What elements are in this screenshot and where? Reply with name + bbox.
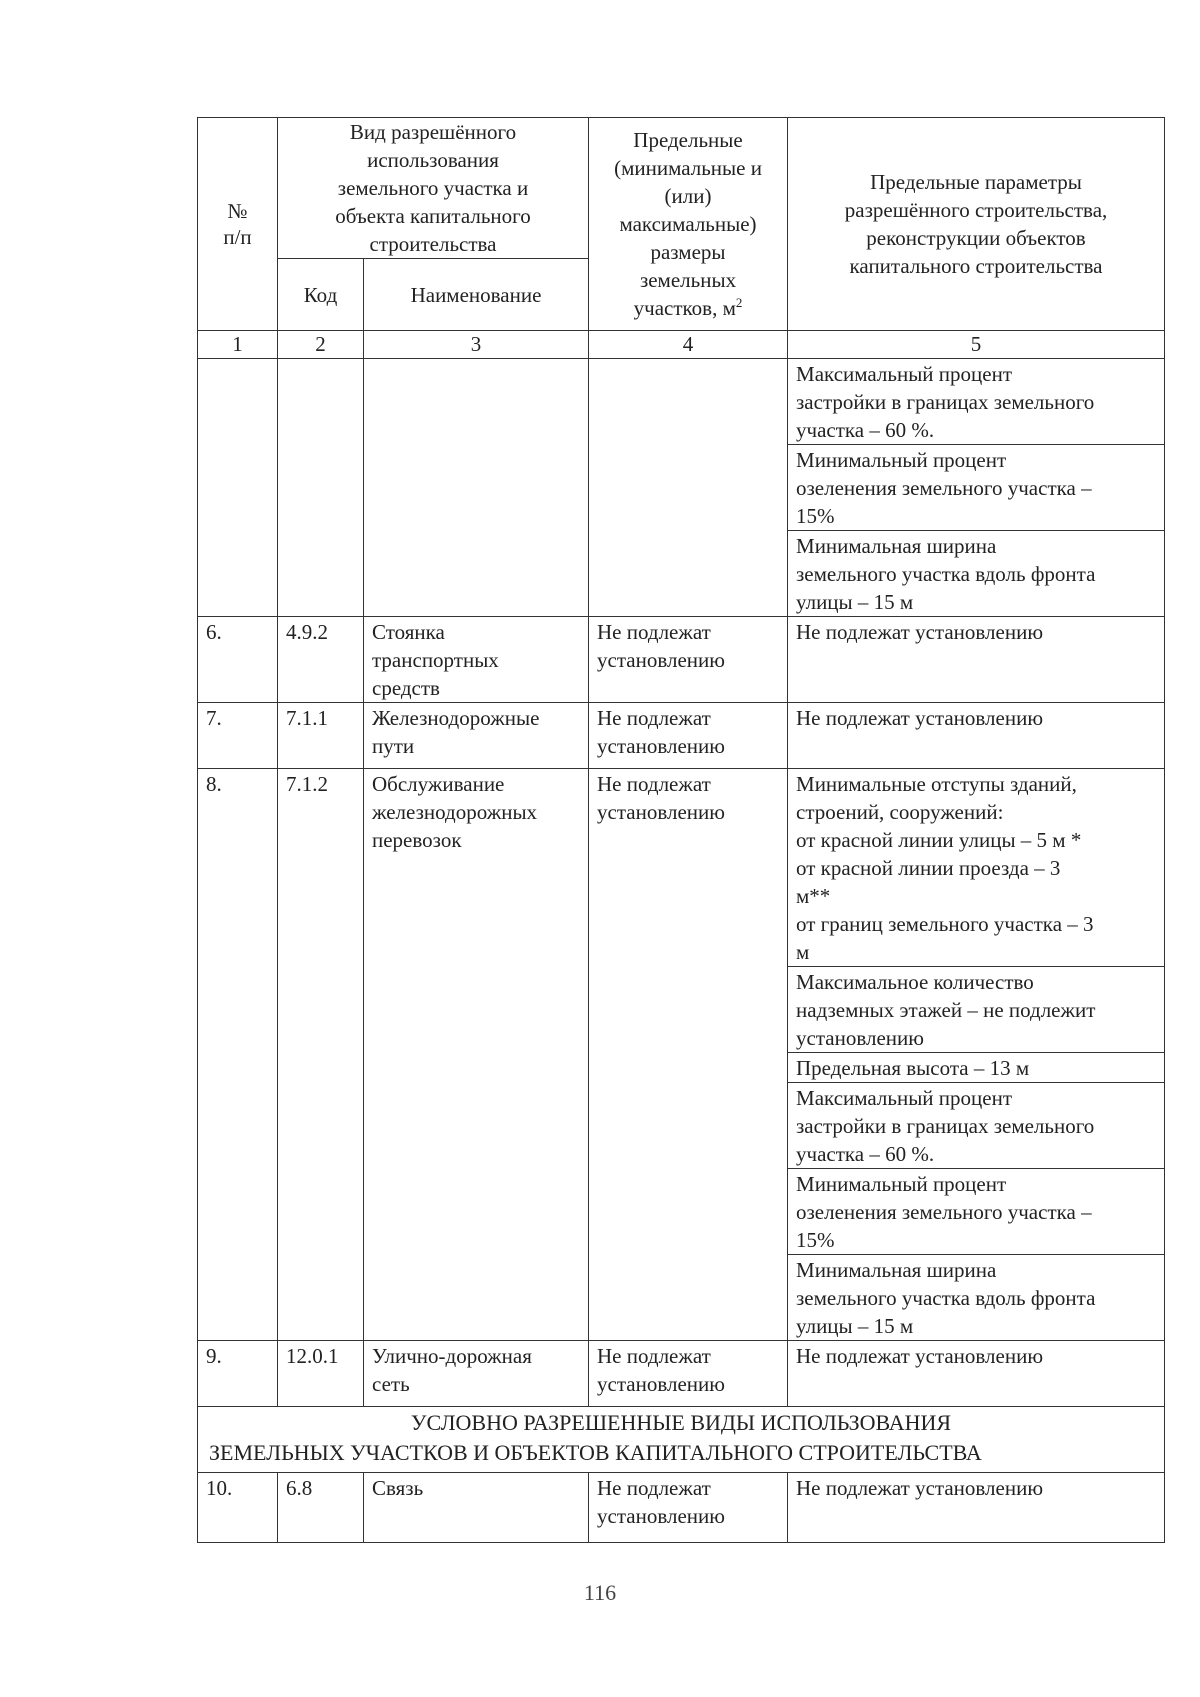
cell-name: Железнодорожные пути — [364, 703, 589, 769]
table-row — [198, 1341, 1165, 1407]
header-params: Предельные параметры разрешённого строительства, реконструкции объектов капитального строительства — [788, 118, 1165, 331]
param-block — [788, 769, 1164, 967]
cell-params — [788, 359, 1165, 617]
col-number: 3 — [364, 331, 589, 359]
section-header-line2: ЗЕМЕЛЬНЫХ УЧАСТКОВ И ОБЪЕКТОВ КАПИТАЛЬНОГО СТРОИТЕЛЬСТВА — [209, 1440, 982, 1465]
cell-num: 10. — [198, 1473, 278, 1543]
param-text: Минимальные отступы зданий, строений, сооружений: от красной линии улицы – 5 м * от красной линии проезда – 3 м** от границ земельного участка – 3 м — [796, 772, 1094, 964]
table-row — [198, 1473, 1165, 1543]
cell-empty — [589, 359, 788, 617]
header-sizes — [589, 118, 788, 331]
param-block — [788, 1255, 1164, 1340]
cell-size: Не подлежат установлению — [589, 1473, 788, 1543]
header-vid-group: Вид разрешённого использования земельного участка и объекта капитального строительства — [278, 118, 589, 259]
param-text: Минимальный процент озеленения земельного участка – 15% — [796, 1172, 1092, 1252]
section-header — [198, 1407, 1165, 1473]
cell-num: 7. — [198, 703, 278, 769]
cell-name: Обслуживание железнодорожных перевозок — [364, 769, 589, 1341]
section-header-row — [198, 1407, 1165, 1473]
cell-params: Не подлежат установлению — [788, 617, 1165, 703]
cell-params: Не подлежат установлению — [788, 703, 1165, 769]
col-number: 2 — [278, 331, 364, 359]
cell-code: 7.1.1 — [278, 703, 364, 769]
cell-code: 6.8 — [278, 1473, 364, 1543]
col-number: 4 — [589, 331, 788, 359]
cell-code: 7.1.2 — [278, 769, 364, 1341]
cell-name: Связь — [364, 1473, 589, 1543]
cell-empty — [198, 359, 278, 617]
param-block — [788, 967, 1164, 1053]
header-num: № п/п — [198, 118, 278, 331]
param-text: Минимальная ширина земельного участка вдоль фронта улицы – 15 м — [796, 1258, 1096, 1338]
table-row — [198, 769, 1165, 1341]
header-sizes-sup: 2 — [735, 295, 743, 310]
cell-params: Не подлежат установлению — [788, 1341, 1165, 1407]
header-kod: Код — [278, 259, 364, 331]
section-header-line1: УСЛОВНО РАЗРЕШЕННЫЕ ВИДЫ ИСПОЛЬЗОВАНИЯ — [410, 1410, 952, 1435]
col-number: 1 — [198, 331, 278, 359]
column-numbers-row — [198, 331, 1165, 359]
param-text: Минимальный процент озеленения земельного участка – 15% — [796, 448, 1092, 528]
col-number: 5 — [788, 331, 1165, 359]
param-block — [788, 531, 1164, 616]
cell-size: Не подлежат установлению — [589, 769, 788, 1341]
cell-empty — [364, 359, 589, 617]
cell-size: Не подлежат установлению — [589, 1341, 788, 1407]
table-row — [198, 703, 1165, 769]
cell-num: 8. — [198, 769, 278, 1341]
cell-empty — [278, 359, 364, 617]
cell-num: 6. — [198, 617, 278, 703]
cell-code: 4.9.2 — [278, 617, 364, 703]
param-text: Максимальный процент застройки в границах земельного участка – 60 %. — [796, 1086, 1095, 1166]
header-sizes-text: Предельные (минимальные и (или) максимальные) размеры земельных участков, м — [614, 128, 762, 320]
param-text: Максимальный процент застройки в границах земельного участка – 60 %. — [796, 362, 1095, 442]
cell-name: Стоянка транспортных средств — [364, 617, 589, 703]
cell-size: Не подлежат установлению — [589, 617, 788, 703]
param-text: Максимальное количество надземных этажей – не подлежит установлению — [796, 970, 1096, 1050]
param-block — [788, 359, 1164, 445]
param-block — [788, 1169, 1164, 1255]
param-block — [788, 1083, 1164, 1169]
param-text: Предельная высота – 13 м — [796, 1056, 1030, 1080]
cell-num: 9. — [198, 1341, 278, 1407]
cell-code: 12.0.1 — [278, 1341, 364, 1407]
param-block — [788, 1053, 1164, 1083]
param-text: Минимальная ширина земельного участка вдоль фронта улицы – 15 м — [796, 534, 1096, 614]
cell-params — [788, 769, 1165, 1341]
header-naim: Наименование — [364, 259, 589, 331]
table-row-continuation — [198, 359, 1165, 617]
page-number: 116 — [583, 1580, 617, 1605]
table-row — [198, 617, 1165, 703]
cell-name: Улично-дорожная сеть — [364, 1341, 589, 1407]
cell-size: Не подлежат установлению — [589, 703, 788, 769]
param-block — [788, 445, 1164, 531]
cell-params: Не подлежат установлению — [788, 1473, 1165, 1543]
regulations-table — [197, 117, 1165, 1543]
